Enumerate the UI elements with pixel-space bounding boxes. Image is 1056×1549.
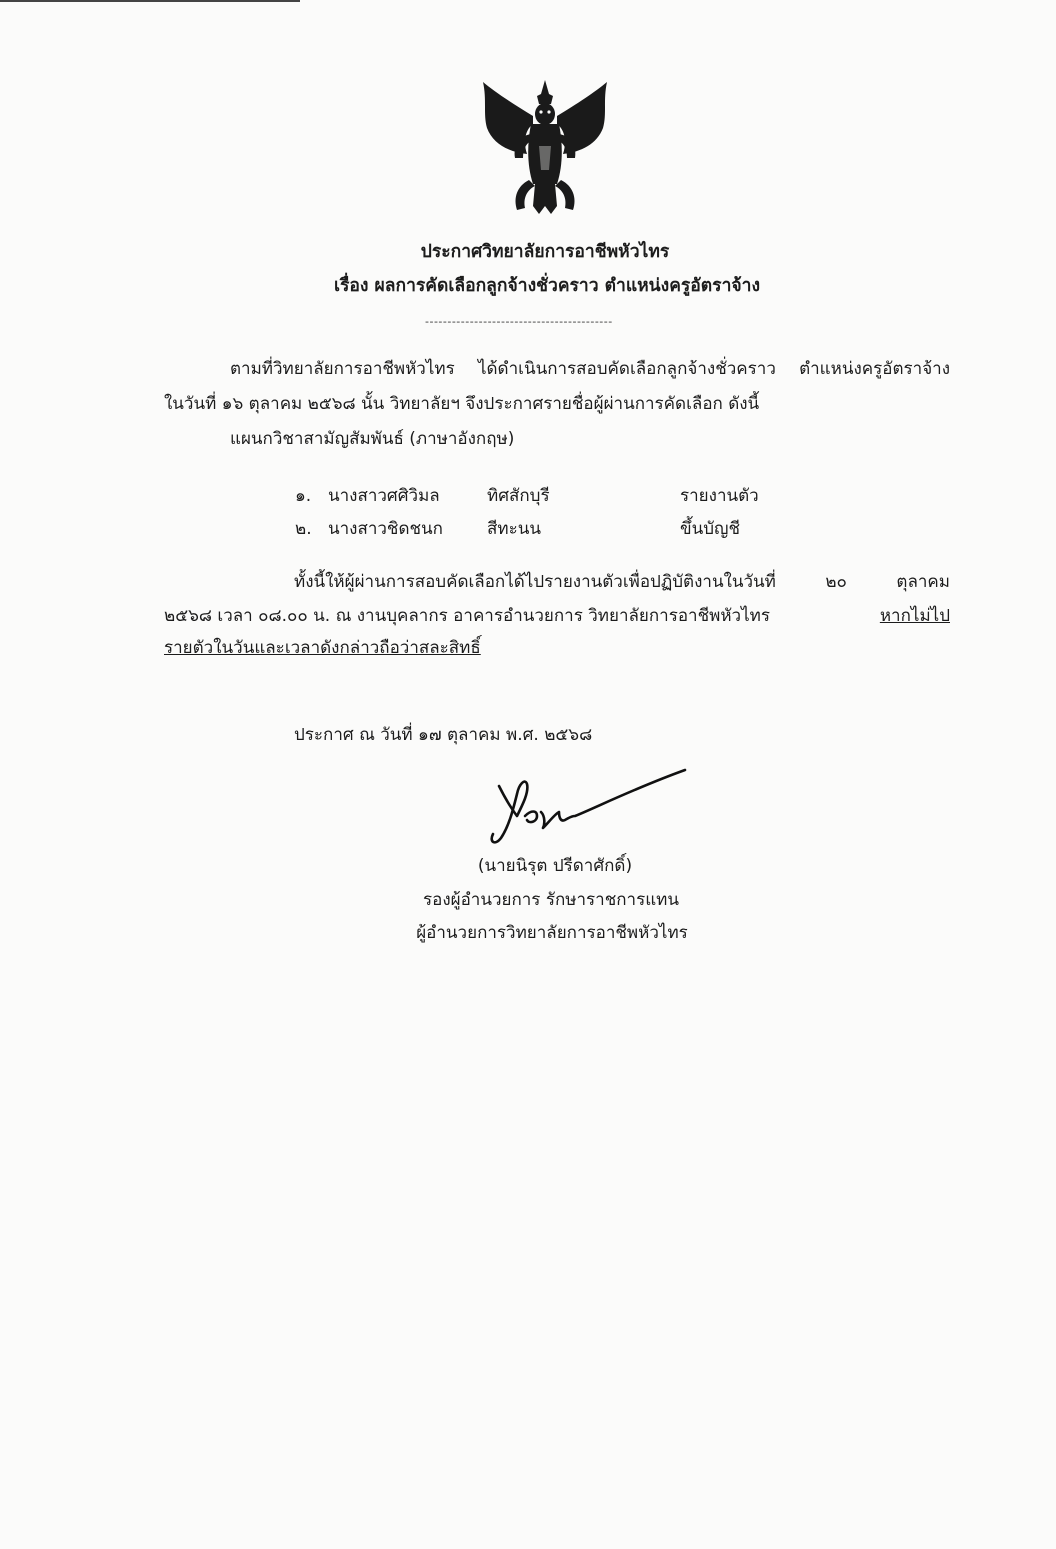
body-paragraph-2-line-1: ทั้งนี้ให้ผู้ผ่านการสอบคัดเลือกได้ไปรายงานตัวเพื่อปฏิบัติงานในวันที่ ๒๐ ตุลาคม xyxy=(294,572,950,592)
report-location-text: ๒๕๖๘ เวลา ๐๘.๐๐ น. ณ งานบุคลากร อาคารอำนวยการ วิทยาลัยการอาชีพหัวไทร xyxy=(164,606,770,626)
department-name: แผนกวิชาสามัญสัมพันธ์ (ภาษาอังกฤษ) xyxy=(230,429,515,449)
header-divider: ------------------------------------------ xyxy=(425,315,613,328)
forfeit-warning-part-2: รายตัวในวันและเวลาดังกล่าวถือว่าสละสิทธิ์ xyxy=(164,638,481,658)
candidate-name: นางสาวชิดชนก xyxy=(328,519,443,539)
body-paragraph-1-line-2: ในวันที่ ๑๖ ตุลาคม ๒๕๖๘ นั้น วิทยาลัยฯ จึงประกาศรายชื่อผู้ผ่านการคัดเลือก ดังนี้ xyxy=(164,394,760,414)
body-paragraph-1-line-1: ตามที่วิทยาลัยการอาชีพหัวไทร ได้ดำเนินการสอบคัดเลือกลูกจ้างชั่วคราว ตำแหน่งครูอัตราจ้าง xyxy=(230,359,950,379)
candidate-surname: สีทะนน xyxy=(487,519,541,539)
announcement-title: ประกาศวิทยาลัยการอาชีพหัวไทร xyxy=(420,242,670,262)
scan-edge-line xyxy=(0,0,300,2)
announcement-date-text: ประกาศ ณ วันที่ ๑๗ ตุลาคม พ.ศ. ๒๕๖๘ xyxy=(294,725,593,745)
candidate-number: ๑. xyxy=(295,486,312,506)
candidate-status: รายงานตัว xyxy=(680,486,759,506)
body-paragraph-2-line-2 xyxy=(164,605,950,627)
signer-position-director: ผู้อำนวยการวิทยาลัยการอาชีพหัวไทร xyxy=(416,923,688,943)
handwritten-signature xyxy=(485,764,690,854)
candidate-surname: ทิศสักบุรี xyxy=(487,486,550,506)
candidate-name: นางสาวศศิวิมล xyxy=(328,486,440,506)
signer-name: (นายนิรุต ปรีดาศักดิ์) xyxy=(477,856,633,876)
candidate-number: ๒. xyxy=(295,519,312,539)
candidate-status: ขึ้นบัญชี xyxy=(680,519,741,539)
announcement-subject: เรื่อง ผลการคัดเลือกลูกจ้างชั่วคราว ตำแหน่งครูอัตราจ้าง xyxy=(333,276,761,296)
forfeit-warning-part-1: หากไม่ไป xyxy=(879,606,950,626)
signer-position-acting: รองผู้อำนวยการ รักษาราชการแทน xyxy=(422,890,679,910)
garuda-emblem-icon xyxy=(473,74,617,222)
